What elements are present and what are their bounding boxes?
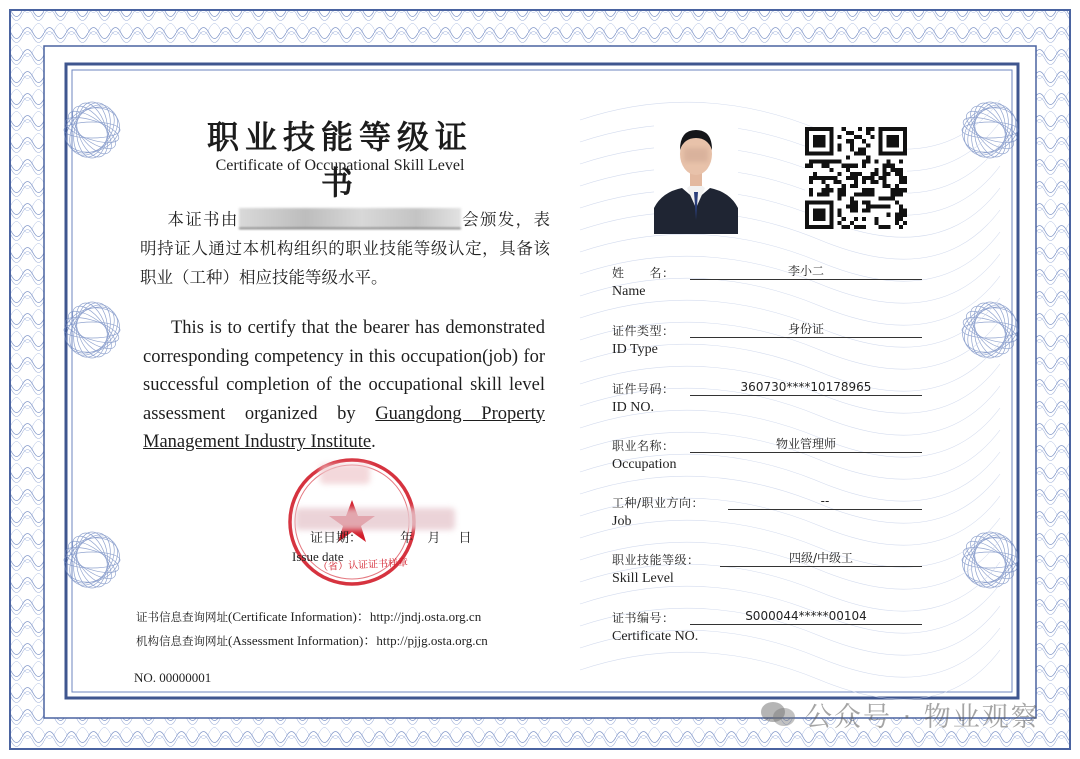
certificate-number: NO. 00000001 <box>134 670 212 685</box>
issue-date-english: Issue date <box>292 549 344 564</box>
seal-caption: （省）认证证书样章 <box>317 557 409 574</box>
field-label-cn: 姓 名： <box>612 266 675 280</box>
statement-english <box>143 314 545 457</box>
statement-cn-prefix: 本证书由 <box>166 210 239 229</box>
field-label-en: ID Type <box>612 342 658 357</box>
issue-date-cn-year: 年 <box>400 531 414 546</box>
field-value: 身份证 <box>690 321 922 338</box>
field-label-cn: 证书编号： <box>612 611 675 625</box>
issue-date-cn-label: 证日期： <box>310 531 363 546</box>
field-label-en: Name <box>612 284 646 299</box>
assessment-info-en: (Assessment Information)： <box>228 633 377 648</box>
field-value: 物业管理师 <box>690 436 922 453</box>
field-label-cn: 职业技能等级： <box>612 553 700 567</box>
statement-en-organization: Guangdong Property Management Industry Institute <box>143 403 546 452</box>
field-value: 360730****10178965 <box>690 379 922 396</box>
field-label-en: Occupation <box>612 457 677 472</box>
qr-code-icon[interactable] <box>805 127 907 229</box>
field-value: S000044*****00104 <box>690 608 922 625</box>
statement-en-body: This is to certify that the bearer has demonstrated corresponding competency in this occupation(job) for successful completion of the occupational skill level assessment organized by <box>143 318 545 424</box>
statement-cn-tail: 会颁发，表明持证人通过本机构组织的职业技能等级认定，具备该职业（工种）相应技能等级水平。 <box>140 210 551 287</box>
field-label-cn: 职业名称： <box>612 439 675 453</box>
statement-en-period: . <box>371 432 376 452</box>
redacted-issuer <box>239 208 461 229</box>
field-label-cn: 证件号码： <box>612 382 675 396</box>
wechat-icon <box>758 699 798 729</box>
assessment-info-cn: 机构信息查询网址 <box>136 634 228 648</box>
assessment-info-url[interactable]: http://pjjg.osta.org.cn <box>376 633 488 648</box>
assessment-info-line <box>136 630 488 649</box>
field-label-cn: 证件类型： <box>612 324 675 338</box>
issue-date-cn-month: 月 <box>427 531 441 546</box>
field-label-cn: 工种/职业方向： <box>612 496 705 510</box>
issue-date-chinese <box>310 527 471 546</box>
field-value: -- <box>728 493 922 510</box>
red-seal <box>280 452 480 592</box>
certificate-info-url[interactable]: http://jndj.osta.org.cn <box>369 609 482 624</box>
title-chinese: 职业技能等级证书 <box>206 118 473 202</box>
watermark-text: 公众号 · 物业观察 <box>805 702 1040 733</box>
certificate-info-line <box>136 606 481 625</box>
field-label-en: ID NO. <box>612 400 654 415</box>
field-label-en: Certificate NO. <box>612 629 699 644</box>
field-value: 李小二 <box>690 263 922 280</box>
issue-date-cn-day: 日 <box>458 531 472 546</box>
portrait-photo-icon <box>654 108 738 234</box>
certificate-info-en: (Certificate Information)： <box>228 609 370 624</box>
certificate-info-cn: 证书信息查询网址 <box>136 610 228 624</box>
statement-chinese <box>140 205 550 292</box>
field-value: 四级/中级工 <box>720 550 922 567</box>
field-label-en: Skill Level <box>612 571 674 586</box>
field-label-en: Job <box>612 514 632 529</box>
title-english: Certificate of Occupational Skill Level <box>215 157 465 174</box>
